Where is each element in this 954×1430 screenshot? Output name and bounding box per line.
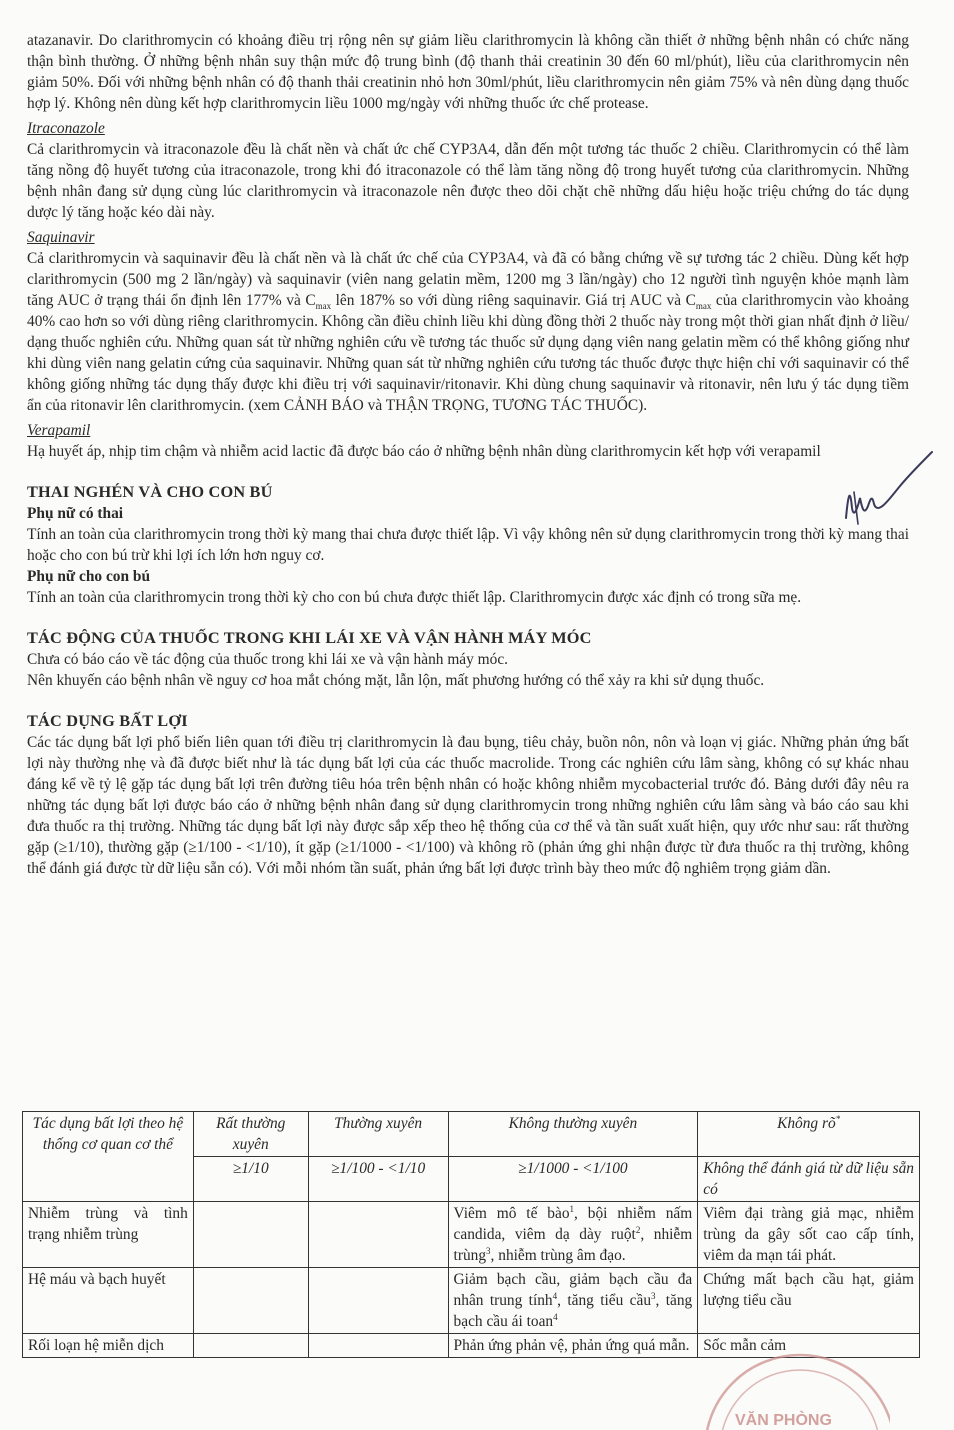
pregnancy-heading: THAI NGHÉN VÀ CHO CON BÚ — [27, 482, 273, 501]
footnote-mark: 1 — [569, 1203, 575, 1214]
row-infections-very-common — [193, 1202, 308, 1268]
adverse-effects-paragraph: Các tác dụng bất lợi phổ biến liên quan tới điều trị clarithromycin là đau bụng, tiêu chảy, buồn nôn, nôn và loạn vị giác. Những phản ứng bất lợi này thường nhẹ và đã được biết như là tác dụng bất lợi của các thuốc macrolide. Trong các nghiên cứu lâm sàng, không có sự khác nhau đáng kể về tỷ lệ gặp tác dụng bất lợi trên đường tiêu hóa trên bệnh nhân có hoặc không nhiễm mycobacterial trước đó. Bảng dưới đây nêu ra những tác dụng bất lợi được báo cáo ở những bệnh nhân đang sử dụng clarithromycin trong những nghiên cứu lâm sàng và báo cáo sau khi đưa thuốc ra thị trường. Những tác dụng bất lợi này được sắp xếp theo hệ thống của cơ thể và tần suất xuất hiện, quy ước như sau: rất thường gặp (≥1/10), thường gặp (≥1/100 - <1/10), ít gặp (≥1/1000 - <1/100) và không rõ (phản ứng ghi nhận được từ đưa thuốc ra thị trường, không thể đánh giá được từ dữ liệu sẵn có). Với mỗi nhóm tần suất, phản ứng bất lợi được trình bày theo mức độ nghiêm trọng giảm dần. — [27, 734, 909, 877]
itraconazole-paragraph: Cả clarithromycin và itraconazole đều là chất nền và chất ức chế CYP3A4, dẫn đến một tương tác thuốc 2 chiều. Clarithromycin có thể làm tăng nồng độ huyết tương của itraconazole, trong khi đó itraconazole có thể làm tăng nồng độ trong huyết tương của clarithromycin. Những bệnh nhân đang sử dụng cùng lúc clarithromycin và itraconazole nên được theo dõi chặt chẽ những dấu hiệu hoặc triệu chứng do tác dụng dược lý tăng hoặc kéo dài này. — [27, 141, 909, 221]
table-row — [23, 1202, 920, 1268]
saquinavir-paragraph — [27, 248, 909, 416]
header-common: Thường xuyên — [308, 1112, 448, 1157]
cell-text: , bội nhiễm nấm candida, viêm dạ dày ruột — [453, 1205, 693, 1243]
header-unknown-mark: * — [835, 1113, 841, 1124]
pregnant-women-subheading: Phụ nữ có thai — [27, 505, 124, 522]
freq-unknown: Không thể đánh giá từ dữ liệu sẵn có — [698, 1157, 920, 1202]
driving-paragraph-1: Chưa có báo cáo về tác động của thuốc trong khi lái xe và vận hành máy móc. — [27, 651, 509, 668]
driving-paragraph-2: Nên khuyến cáo bệnh nhân về nguy cơ hoa mắt chóng mặt, lẫn lộn, mất phương hướng có thể xảy ra khi sử dụng thuốc. — [27, 672, 765, 689]
itraconazole-subheading: Itraconazole — [27, 120, 105, 137]
cell-text: , nhiễm trùng âm đạo. — [490, 1247, 626, 1264]
header-uncommon: Không thường xuyên — [448, 1112, 698, 1157]
row-infections-uncommon — [448, 1202, 698, 1268]
header-unknown — [698, 1112, 920, 1157]
row-immune-unknown: Sốc mẫn cảm — [698, 1334, 920, 1358]
row-immune-uncommon: Phản ứng phản vệ, phản ứng quá mẫn. — [448, 1334, 698, 1358]
office-stamp — [690, 1340, 890, 1430]
row-blood-system: Hệ máu và bạch huyết — [23, 1268, 194, 1334]
row-blood-unknown: Chứng mất bạch cầu hạt, giảm lượng tiểu cầu — [698, 1268, 920, 1334]
row-blood-uncommon — [448, 1268, 698, 1334]
header-unknown-label: Không rõ — [777, 1115, 836, 1132]
table-header-row — [23, 1112, 920, 1157]
row-blood-common — [308, 1268, 448, 1334]
cell-text: , nhiễm trùng — [453, 1226, 693, 1264]
driving-heading: TÁC ĐỘNG CỦA THUỐC TRONG KHI LÁI XE VÀ VẬN HÀNH MÁY MÓC — [27, 628, 592, 647]
row-immune-system: Rối loạn hệ miễn dịch — [23, 1334, 194, 1358]
pregnant-women-paragraph: Tính an toàn của clarithromycin trong thời kỳ mang thai chưa được thiết lập. Vì vậy không nên sử dụng clarithromycin trong thời kỳ mang thai hoặc cho con bú trừ khi lợi ích lớn hơn nguy cơ. — [27, 526, 909, 564]
cell-text: , tăng bạch cầu ái toan — [453, 1292, 693, 1330]
adverse-effects-heading: TÁC DỤNG BẤT LỢI — [27, 711, 188, 730]
freq-very-common: ≥1/10 — [193, 1157, 308, 1202]
row-infections-common — [308, 1202, 448, 1268]
cmax-subscript: max — [695, 301, 712, 312]
verapamil-paragraph: Hạ huyết áp, nhịp tim chậm và nhiễm acid lactic đã được báo cáo ở những bệnh nhân dùng clarithromycin kết hợp với verapamil — [27, 443, 821, 460]
handwritten-signature — [838, 446, 938, 536]
cell-text: , tăng tiểu cầu — [557, 1292, 652, 1309]
cell-text: Viêm mô tế bào — [453, 1205, 570, 1222]
cell-text: Giảm bạch cầu, giảm bạch cầu đa nhân trung tính — [453, 1271, 693, 1309]
row-immune-common — [308, 1334, 448, 1358]
saquinavir-subheading: Saquinavir — [27, 229, 95, 246]
row-infections-system: Nhiễm trùng và tình trạng nhiễm trùng — [23, 1202, 194, 1268]
nursing-women-subheading: Phụ nữ cho con bú — [27, 568, 150, 585]
document-page — [27, 30, 909, 879]
freq-uncommon: ≥1/1000 - <1/100 — [448, 1157, 698, 1202]
verapamil-subheading: Verapamil — [27, 422, 91, 439]
intro-paragraph: atazanavir. Do clarithromycin có khoảng điều trị rộng nên sự giảm liều clarithromycin là không cần thiết ở những bệnh nhân có chức năng thận bình thường. Ở những bệnh nhân suy thận mức độ trung bình (độ thanh thải creatinin 30 đến 60 ml/phút), liều của clarithromycin nên giảm 50%. Đối với những bệnh nhân có độ thanh thải creatinin nhỏ hơn 30ml/phút, liều clarithromycin nên giảm 75% và nên dùng dạng thuốc hợp lý. Không nên dùng kết hợp clarithromycin liều 1000 mg/ngày với những thuốc ức chế protease. — [27, 32, 909, 112]
row-immune-very-common — [193, 1334, 308, 1358]
footnote-mark: 4 — [552, 1290, 558, 1301]
freq-common: ≥1/100 - <1/10 — [308, 1157, 448, 1202]
nursing-women-paragraph: Tính an toàn của clarithromycin trong thời kỳ cho con bú chưa được thiết lập. Clarithromycin được xác định có trong sữa mẹ. — [27, 589, 802, 606]
footnote-mark: 3 — [486, 1245, 491, 1256]
footnote-mark: 2 — [635, 1224, 641, 1235]
stamp-text: VĂN PHÒNG — [735, 1412, 832, 1429]
adverse-effects-table — [22, 1111, 920, 1358]
row-blood-very-common — [193, 1268, 308, 1334]
saquinavir-text-2: lên 187% so với dùng riêng saquinavir. Giá trị AUC và C — [331, 292, 696, 309]
saquinavir-text-3: của clarithromycin vào khoảng 40% cao hơn so với dùng riêng clarithromycin. Không cần điều chỉnh liều khi dùng đồng thời 2 thuốc này trong một thời gian nhất định ở liều/ dạng thuốc nghiên cứu. Những quan sát từ những nghiên cứu về tương tác thuốc sử dụng dạng viên nang gelatin mềm có thể không giống như khi dùng viên nang gelatin cứng của saquinavir. Những quan sát từ những nghiên cứu tương tác thuốc được thực hiện chỉ với saquinavir có thể không giống những tác dụng thấy được khi điều trị với saquinavir/ritonavir. Khi dùng chung saquinavir và ritonavir, nên lưu ý tác dụng tiềm ẩn của ritonavir lên clarithromycin. (xem CẢNH BÁO và THẬN TRỌNG, TƯƠNG TÁC THUỐC). — [27, 292, 910, 414]
header-very-common: Rất thường xuyên — [193, 1112, 308, 1157]
footnote-mark: 4 — [553, 1311, 558, 1322]
table-row — [23, 1268, 920, 1334]
row-infections-unknown: Viêm đại tràng giả mạc, nhiễm trùng da gây sốt cao cấp tính, viêm da mạn tái phát. — [698, 1202, 920, 1268]
cmax-subscript: max — [315, 301, 332, 312]
header-system-organ-class: Tác dụng bất lợi theo hệ thống cơ quan cơ thể — [23, 1112, 194, 1202]
footnote-mark: 3 — [651, 1290, 656, 1301]
saquinavir-text-1: Cả clarithromycin và saquinavir đều là chất nền và là chất ức chế của CYP3A4, và đã có bằng chứng về sự tương tác 2 chiều. Dùng kết hợp clarithromycin (500 mg 2 lần/ngày) và saquinavir (viên nang gelatin mềm, 1200 mg 3 lần/ngày) cho 12 người tình nguyện khỏe mạnh làm tăng AUC ở trạng thái ổn định lên 177% và C — [27, 250, 909, 309]
